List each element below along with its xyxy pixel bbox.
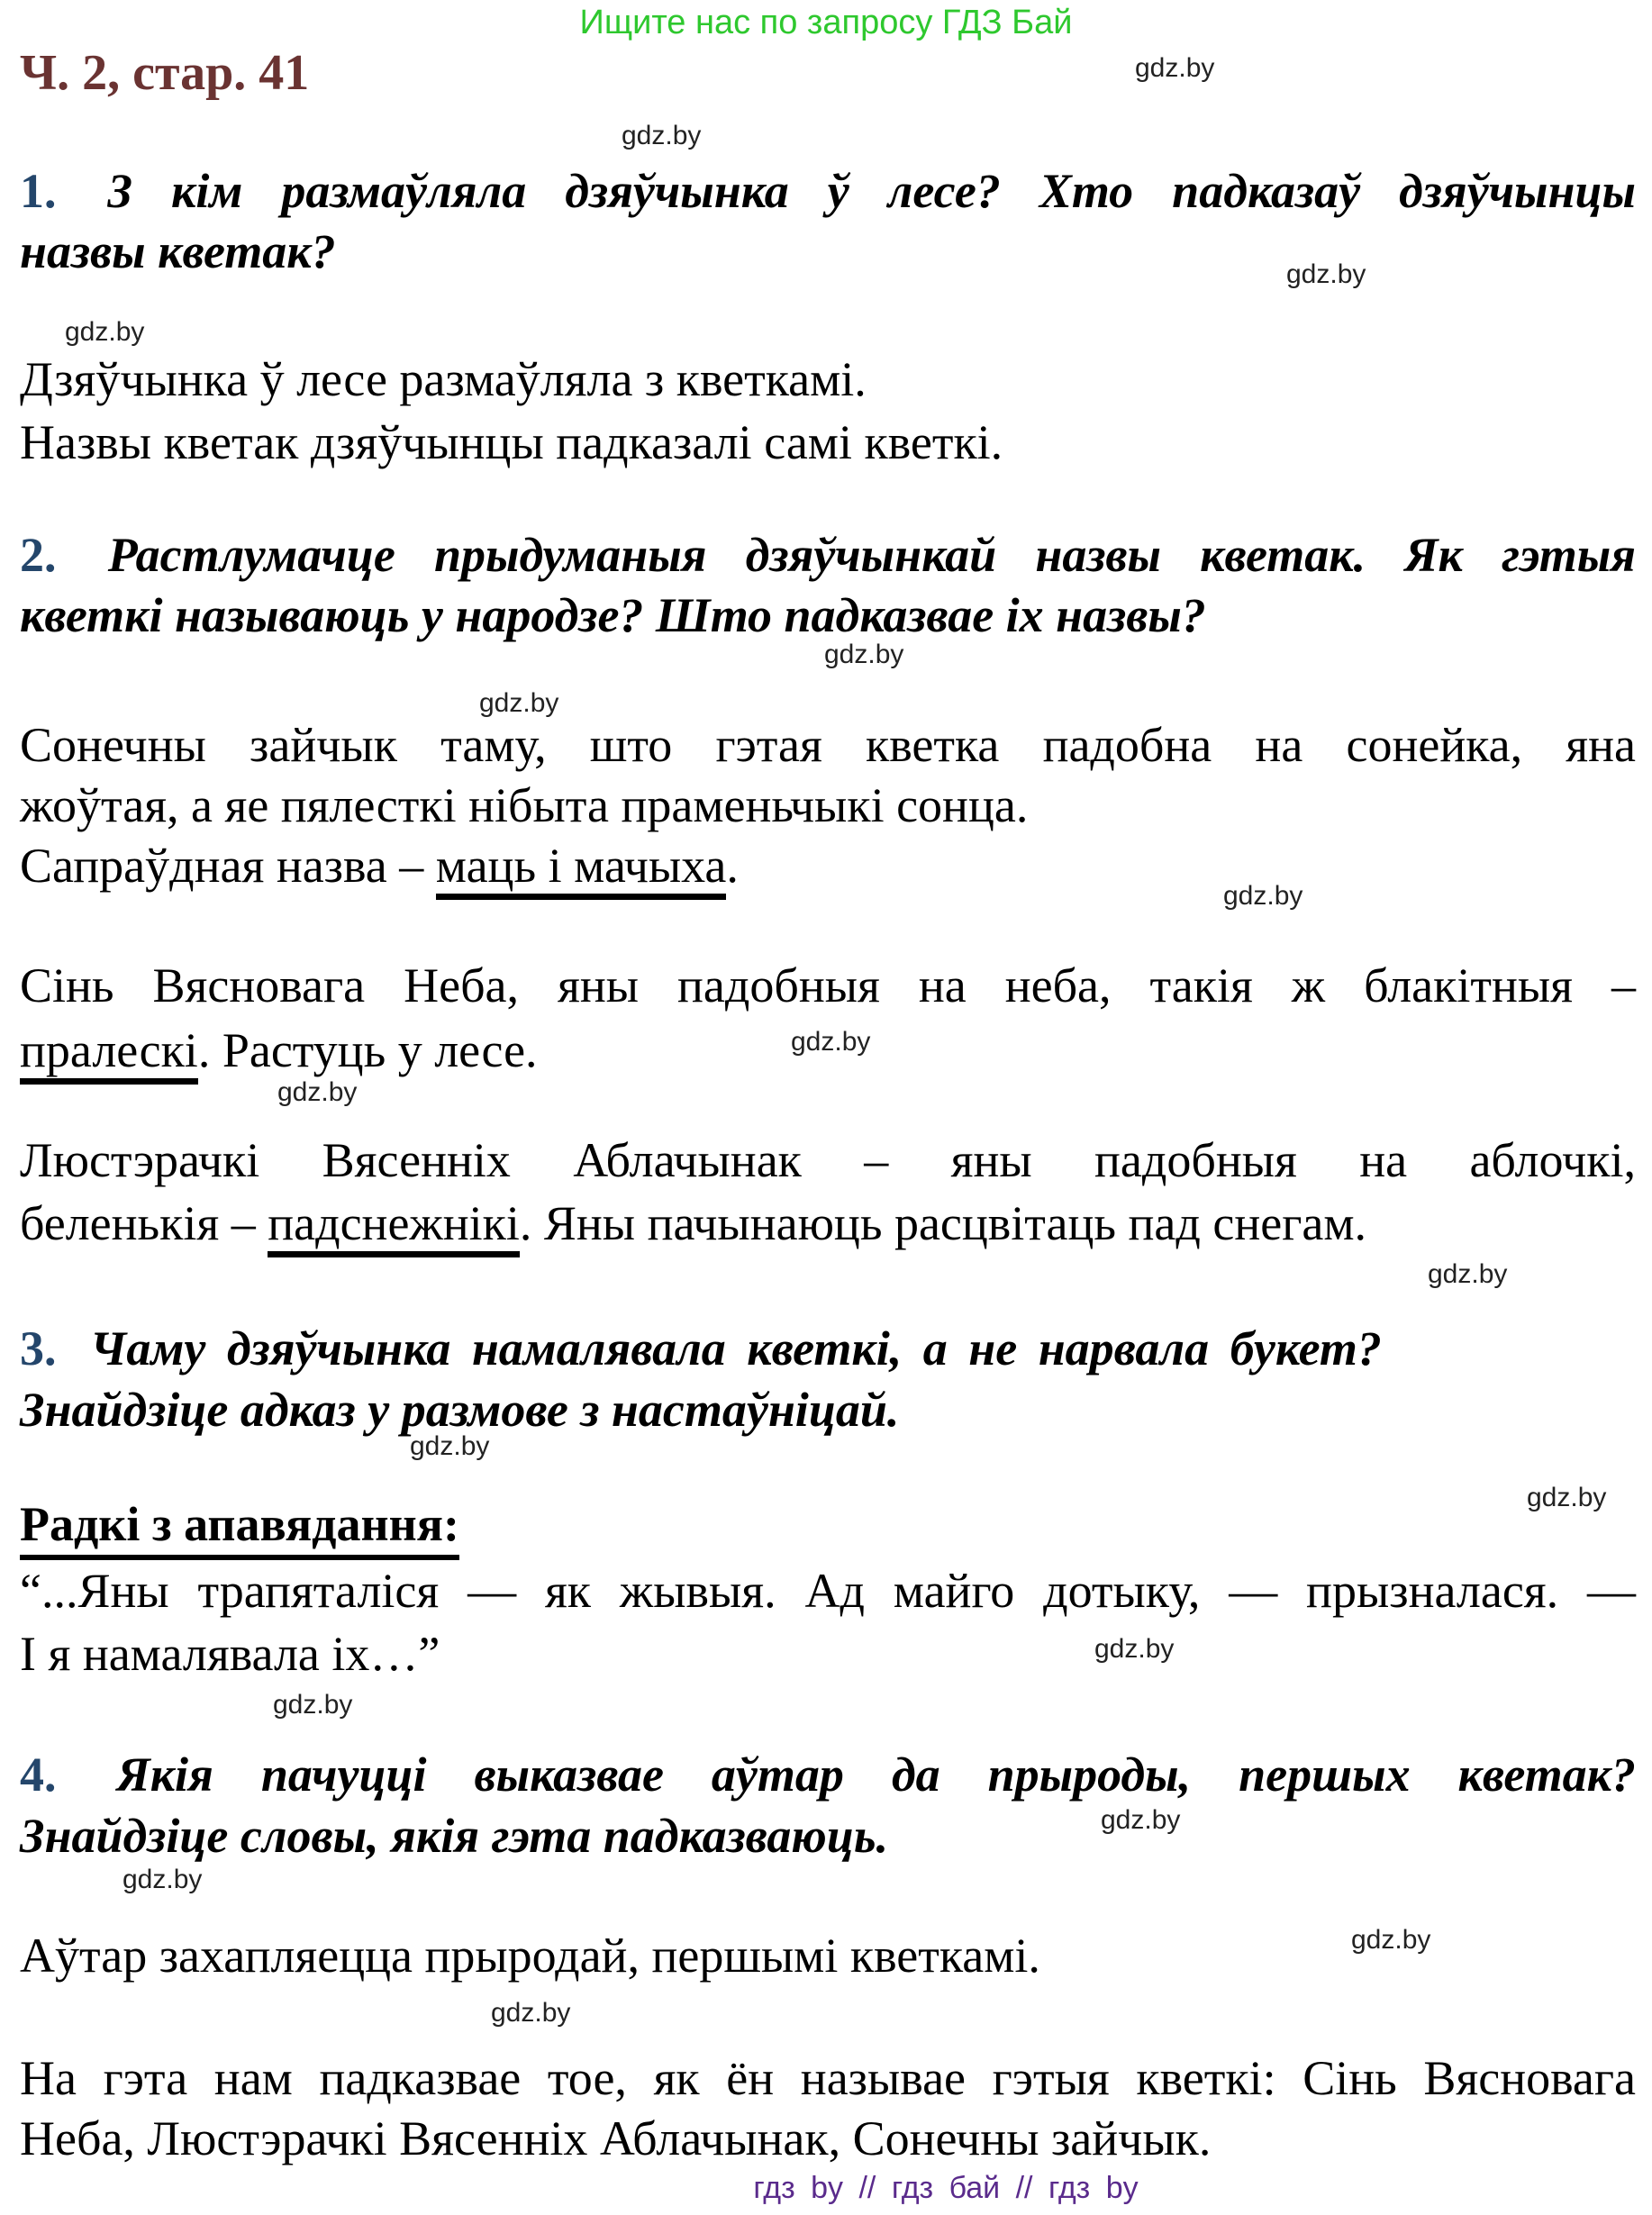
underlined-term-padsnezhniki: падснежнікі — [268, 1196, 520, 1257]
gdz-watermark: gdz.by — [277, 1077, 358, 1107]
gdz-watermark: gdz.by — [791, 1027, 871, 1057]
gdz-watermark: gdz.by — [123, 1865, 203, 1894]
answer-4-line-1: Аўтар захапляецца прыродай, першымі кветкамі. — [20, 1929, 1040, 1983]
gdz-watermark: gdz.by — [1351, 1925, 1431, 1955]
question-1-line-1: 1. З кім размаўляла дзяўчынка ў лесе? Хто падказаў дзяўчынцы — [20, 164, 1636, 218]
answer-2-line-1: Сонечны зайчык таму, што гэтая кветка падобна на сонейка, яна — [20, 718, 1636, 772]
answer-1-line-2: Назвы кветак дзяўчынцы падказалі самі кветкі. — [20, 415, 1003, 469]
quote-line-1: “...Яны трапяталіся — як жывыя. Ад майго дотыку, — прызналася. — — [20, 1564, 1636, 1618]
gdz-watermark: gdz.by — [1101, 1805, 1181, 1835]
question-2-line-1: 2. Растлумачце прыдуманыя дзяўчынкай назвы кветак. Як гэтыя — [20, 528, 1636, 582]
answer-2-p3-line-1: Люстэрачкі Вясенніх Аблачынак – яны падобныя на аблочкі, — [20, 1133, 1636, 1187]
gdz-watermark: gdz.by — [1428, 1259, 1508, 1289]
question-4-line-1: 4. Якія пачуцці выказвае аўтар да прыроды, першых кветак? — [20, 1747, 1637, 1802]
gdz-watermark: gdz.by — [410, 1431, 490, 1461]
question-3 — [20, 1318, 1636, 1440]
gdz-watermark: gdz.by — [824, 640, 904, 669]
answer-2-line-3: Сапраўдная назва – маць і мачыха. — [20, 836, 1636, 896]
answer-2-paragraph-2 — [20, 953, 1636, 1083]
gdz-watermark: gdz.by — [65, 317, 145, 347]
question-4-number: 4. — [20, 1747, 57, 1802]
story-lines-heading: Радкі з апавядання: — [20, 1494, 459, 1555]
gdz-watermark: gdz.by — [622, 121, 702, 150]
question-2-number: 2. — [20, 528, 57, 582]
answer-1-line-1: Дзяўчынка ў лесе размаўляла з кветкамі. — [20, 352, 867, 406]
question-4 — [20, 1744, 1636, 1866]
gdz-watermark: gdz.by — [491, 1998, 571, 2028]
page-title: Ч. 2, стар. 41 — [20, 45, 310, 101]
question-4-line-2: Знайдзіце словы, якія гэта падказваюць. — [20, 1809, 889, 1863]
answer-2-paragraph-3 — [20, 1129, 1636, 1255]
gdz-watermark: gdz.by — [1286, 259, 1366, 289]
gdz-watermark: gdz.by — [1223, 881, 1303, 911]
gdz-watermark: gdz.by — [1135, 53, 1215, 83]
question-3-number: 3. — [20, 1321, 57, 1375]
quote-line-2: І я намалявала іх…” — [20, 1627, 440, 1681]
underlined-term-mats-i-machyha: маць і мачыха — [436, 839, 727, 900]
answer-2-line-2: жоўтая, а яе пялесткі нібыта праменьчыкі сонца. — [20, 778, 1029, 832]
answer-4-paragraph-2 — [20, 2048, 1636, 2169]
answer-2-paragraph-1 — [20, 715, 1636, 896]
answer-4-p2-line-1: На гэта нам падказвае тое, як ён называе гэтыя кветкі: Сінь Вясновага — [20, 2051, 1636, 2105]
footer-links[interactable]: гдз by // гдз бай // гдз by — [753, 2171, 1139, 2205]
gdz-watermark: gdz.by — [479, 688, 559, 718]
question-2-line-2: кветкі называюць у народзе? Што падказвае іх назвы? — [20, 588, 1206, 642]
story-quote — [20, 1559, 1636, 1685]
question-3-line-2: Знайдзіце адказ у размове з настаўніцай. — [20, 1383, 900, 1437]
answer-1 — [20, 348, 1636, 474]
answer-4-p2-line-2: Неба, Люстэрачкі Вясенніх Аблачынак, Сонечны зайчык. — [20, 2111, 1212, 2165]
answer-2-p2-line-2: пралескі. Растуць у лесе. — [20, 1018, 1636, 1083]
promo-banner: Ищите нас по запросу ГДЗ Бай — [579, 4, 1073, 41]
question-2 — [20, 525, 1636, 646]
gdz-watermark: gdz.by — [273, 1690, 353, 1720]
answer-2-p3-line-2: беленькія – падснежнікі. Яны пачынаюць расцвітаць пад снегам. — [20, 1192, 1636, 1255]
answer-2-p2-line-1: Сінь Вясновага Неба, яны падобныя на неба, такія ж блакітныя – — [20, 958, 1636, 1012]
underlined-term-praleski: пралескі — [20, 1023, 198, 1085]
question-1-number: 1. — [20, 164, 57, 218]
question-1 — [20, 161, 1636, 282]
question-1-line-2: назвы кветак? — [20, 224, 336, 278]
question-3-line-1: 3. Чаму дзяўчынка намалявала кветкі, а не нарвала букет? — [20, 1321, 1382, 1375]
gdz-watermark: gdz.by — [1527, 1483, 1607, 1512]
gdz-watermark: gdz.by — [1094, 1634, 1175, 1664]
